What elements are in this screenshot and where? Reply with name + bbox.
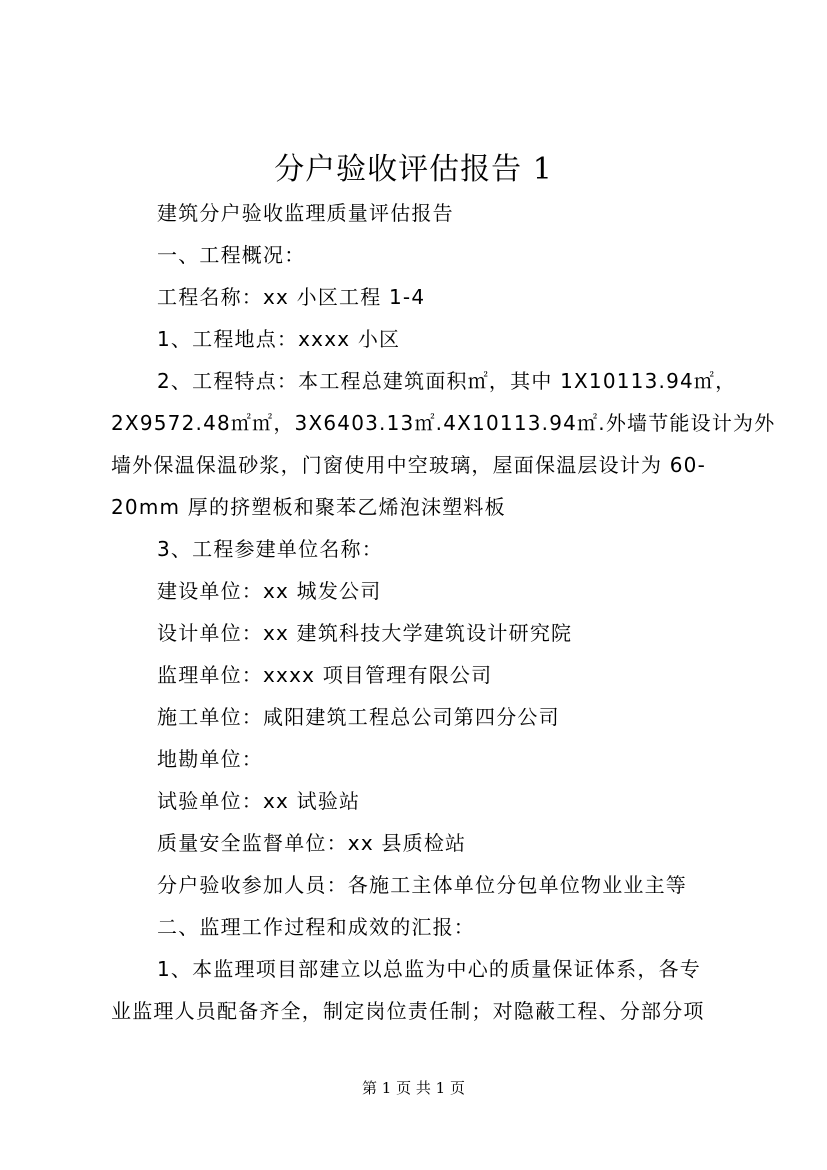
text-line-subtitle: 建筑分户验收监理质量评估报告 [157,201,454,225]
text-line-project-location: 1、工程地点：xxxx 小区 [157,327,401,351]
text-line-contractor-unit: 施工单位：咸阳建筑工程总公司第四分公司 [157,705,560,729]
text-line-project-features: 2、工程特点：本工程总建筑面积㎡，其中 1X10113.94㎡， [157,369,737,393]
text-line-design-unit: 设计单位：xx 建筑科技大学建筑设计研究院 [157,621,573,645]
text-line-paragraph-start: 1、本监理项目部建立以总监为中心的质量保证体系，各专 [157,957,701,981]
text-line-participants-heading: 3、工程参建单位名称： [157,537,383,561]
text-line-continuation: 业监理人员配备齐全，制定岗位责任制；对隐蔽工程、分部分项 [111,999,705,1023]
page-footer: 第 1 页 共 1 页 [362,1079,465,1097]
text-line-section-two: 二、监理工作过程和成效的汇报： [157,915,475,939]
document-title: 分户验收评估报告 1 [274,152,553,187]
text-line-project-name: 工程名称：xx 小区工程 1-4 [157,285,426,309]
text-line-supervision-unit: 监理单位：xxxx 项目管理有限公司 [157,663,493,687]
text-line-section-one: 一、工程概况： [157,243,306,267]
text-line-survey-unit: 地勘单位： [157,747,263,771]
text-line-continuation: 墙外保温保温砂浆，门窗使用中空玻璃，屋面保温层设计为 60- [111,453,707,477]
text-line-continuation: 20mm 厚的挤塑板和聚苯乙烯泡沫塑料板 [111,495,506,519]
text-line-construction-unit: 建设单位：xx 城发公司 [157,579,382,603]
text-line-acceptance-personnel: 分户验收参加人员：各施工主体单位分包单位物业业主等 [157,873,687,897]
text-line-continuation: 2X9572.48㎡㎡，3X6403.13㎡.4X10113.94㎡.外墙节能设计为外 [111,411,776,435]
text-line-testing-unit: 试验单位：xx 试验站 [157,789,361,813]
text-line-quality-supervision-unit: 质量安全监督单位：xx 县质检站 [157,831,467,855]
